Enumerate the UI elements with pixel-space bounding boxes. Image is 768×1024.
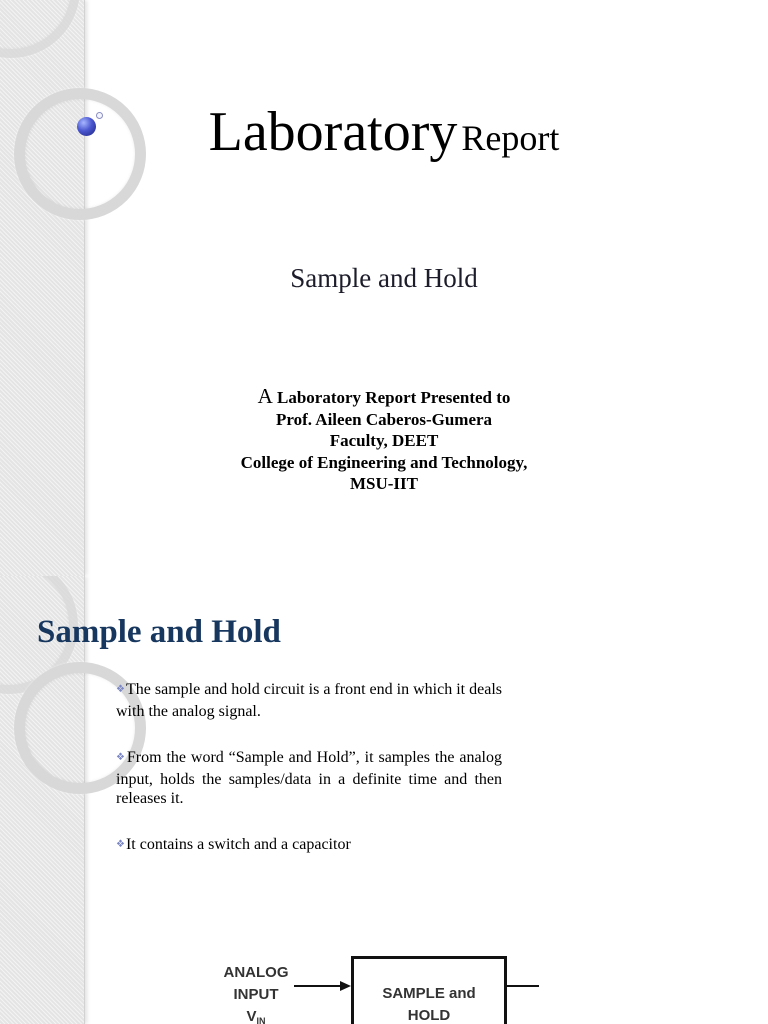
content-slide	[0, 576, 768, 1024]
presented-line	[0, 386, 768, 409]
block-diagram	[200, 954, 560, 1024]
input-label-line: INPUT	[233, 986, 279, 1003]
presented-text: Laboratory Report Presented to	[272, 388, 511, 407]
input-symbol	[210, 1006, 302, 1024]
block-label-line: SAMPLE and	[382, 985, 476, 1002]
bullet-text: From the word “Sample and Hold”, it samples the analog input, holds the samples/data in a definite time and then releases it.	[116, 749, 503, 807]
professor-name: Prof. Aileen Caberos-Gumera	[275, 409, 493, 429]
input-wire	[294, 985, 344, 987]
block-label	[354, 983, 504, 1024]
presented-initial: A	[257, 384, 273, 408]
college-line: College of Engineering and Technology,	[240, 452, 528, 472]
decorative-ring	[0, 0, 80, 58]
title-main: Laboratory	[208, 101, 458, 163]
diamond-bullet-icon: ❖	[116, 839, 125, 850]
title-secondary: Report	[461, 118, 560, 158]
section-heading: Sample and Hold	[37, 614, 281, 650]
faculty-line: Faculty, DEET	[329, 431, 439, 450]
bullet-item	[116, 680, 502, 721]
bullet-item	[116, 748, 502, 809]
input-symbol-letter: V	[246, 1008, 257, 1024]
diamond-bullet-icon: ❖	[116, 752, 126, 763]
bullet-text: The sample and hold circuit is a front end in which it deals with the analog signal.	[116, 681, 502, 720]
report-subtitle: Sample and Hold	[290, 263, 478, 293]
block-label-line: HOLD	[407, 1007, 451, 1024]
diamond-bullet-icon: ❖	[116, 684, 125, 695]
bullet-text: It contains a switch and a capacitor	[125, 836, 351, 853]
input-symbol-subscript: IN	[256, 1016, 266, 1024]
presentation-info	[0, 386, 768, 495]
school-line: MSU-IIT	[349, 474, 418, 493]
sample-hold-block	[351, 956, 507, 1024]
bullet-item	[116, 835, 502, 857]
arrow-right-icon	[340, 981, 351, 991]
output-wire	[507, 985, 539, 987]
input-label-line: ANALOG	[223, 964, 289, 981]
page-title	[0, 100, 768, 164]
analog-input-label	[210, 962, 302, 1024]
